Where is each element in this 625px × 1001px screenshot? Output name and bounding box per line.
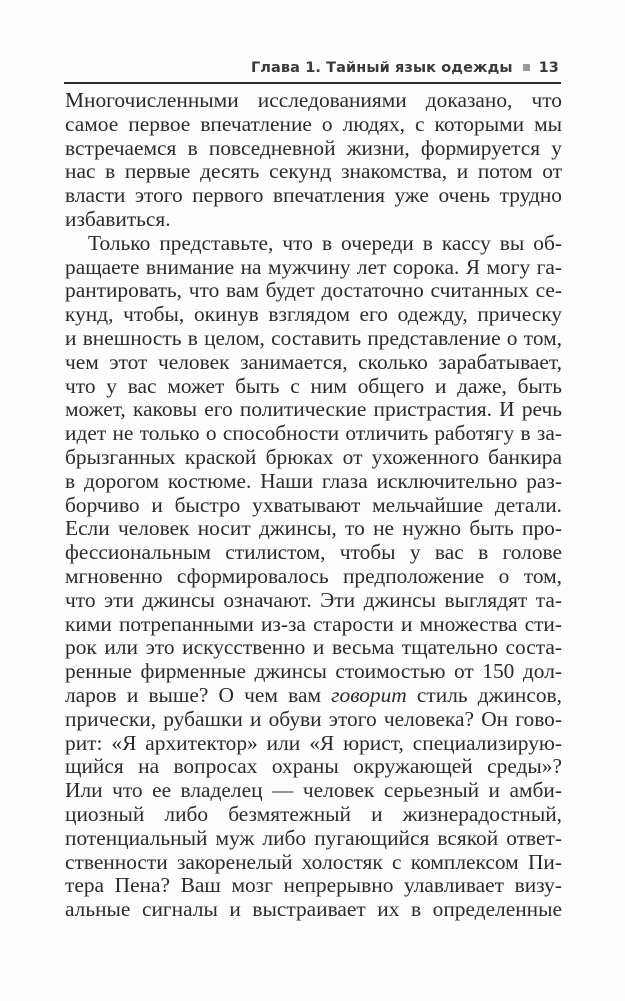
text-segment: ларов и выше? О чем вам (65, 682, 332, 707)
text-line: прически, рубашки и обуви этого человека? Он гово- (65, 706, 562, 731)
text-line: Или что ее владелец — человек серьезный и амби- (65, 778, 562, 803)
italic-emphasis: говорит (331, 682, 407, 707)
text-line: ращаете внимание на мужчину лет сорока. Я могу га- (65, 254, 562, 279)
text-line: Если человек носит джинсы, то не нужно быть про- (65, 516, 562, 541)
text-line (65, 684, 562, 708)
text-line: ственности закоренелый холостяк с комплексом Пи- (65, 849, 562, 874)
text-line: циозный либо безмятежный и жизнерадостный, (65, 801, 562, 826)
text-line: избавиться. (65, 206, 171, 231)
text-line: рантировать, что вам будет достаточно считанных се- (65, 278, 562, 303)
body-text (65, 89, 562, 922)
text-line: что у вас может быть с ним общего и даже, быть (65, 373, 562, 398)
text-line: Многочисленными исследованиями доказано, что (65, 88, 562, 112)
text-line: Только представьте, что в очереди в кассу вы об- (88, 230, 562, 255)
text-line: щийся на вопросах охраны окружающей среды»? (65, 754, 562, 779)
text-line: чем этот человек занимается, сколько зарабатывает, (65, 349, 562, 374)
running-header (64, 58, 561, 84)
text-line: идет не только о способности отличить работягу в за- (65, 421, 562, 446)
paragraph-2 (65, 232, 562, 922)
text-line: рок или это искусственно и весьма тщательно соста- (65, 635, 562, 660)
text-line: нас в первые десять секунд знакомства, и потом от (65, 159, 562, 184)
text-line: альные сигналы и выстраивает их в определенные (65, 897, 562, 922)
text-line: потенциальный муж либо пугающийся всякой ответ- (65, 825, 562, 850)
text-line: кими потрепанными из-за старости и множества сти- (65, 611, 562, 636)
text-line: может, каковы его политические пристрастия. И речь (65, 397, 562, 422)
text-line: брызганных краской брюках от ухоженного банкира (65, 444, 562, 469)
text-segment: стиль джинсов, (406, 682, 562, 707)
page-number: 13 (538, 60, 559, 76)
text-line: тера Пена? Ваш мозг непрерывно улавливает визу- (65, 873, 562, 898)
text-line: фессиональным стилистом, чтобы у вас в голове (65, 540, 562, 565)
text-line: встречаемся в повседневной жизни, формируется у (65, 135, 562, 160)
text-line: рит: «Я архитектор» или «Я юрист, специализирую- (65, 730, 562, 755)
square-separator-icon (523, 64, 530, 71)
text-line: власти этого первого впечатления уже очень трудно (65, 183, 562, 208)
chapter-title: Глава 1. Тайный язык одежды (250, 60, 513, 76)
text-line: мгновенно сформировалось предположение о том, (65, 563, 562, 588)
text-line: что эти джинсы означают. Эти джинсы выглядят та- (65, 587, 562, 612)
text-line: в дорогом костюме. Наши глаза исключительно раз- (65, 468, 562, 493)
paragraph-1 (65, 89, 562, 232)
text-line: борчиво и быстро ухватывают мельчайшие детали. (65, 492, 562, 517)
text-line: ренные фирменные джинсы стоимостью от 150 дол- (65, 659, 562, 684)
text-line: и внешность в целом, составить представление о том, (65, 325, 562, 350)
text-line: кунд, чтобы, окинув взглядом его одежду, прическу (65, 302, 562, 327)
text-line: самое первое впечатление о людях, с которыми мы (65, 111, 562, 136)
